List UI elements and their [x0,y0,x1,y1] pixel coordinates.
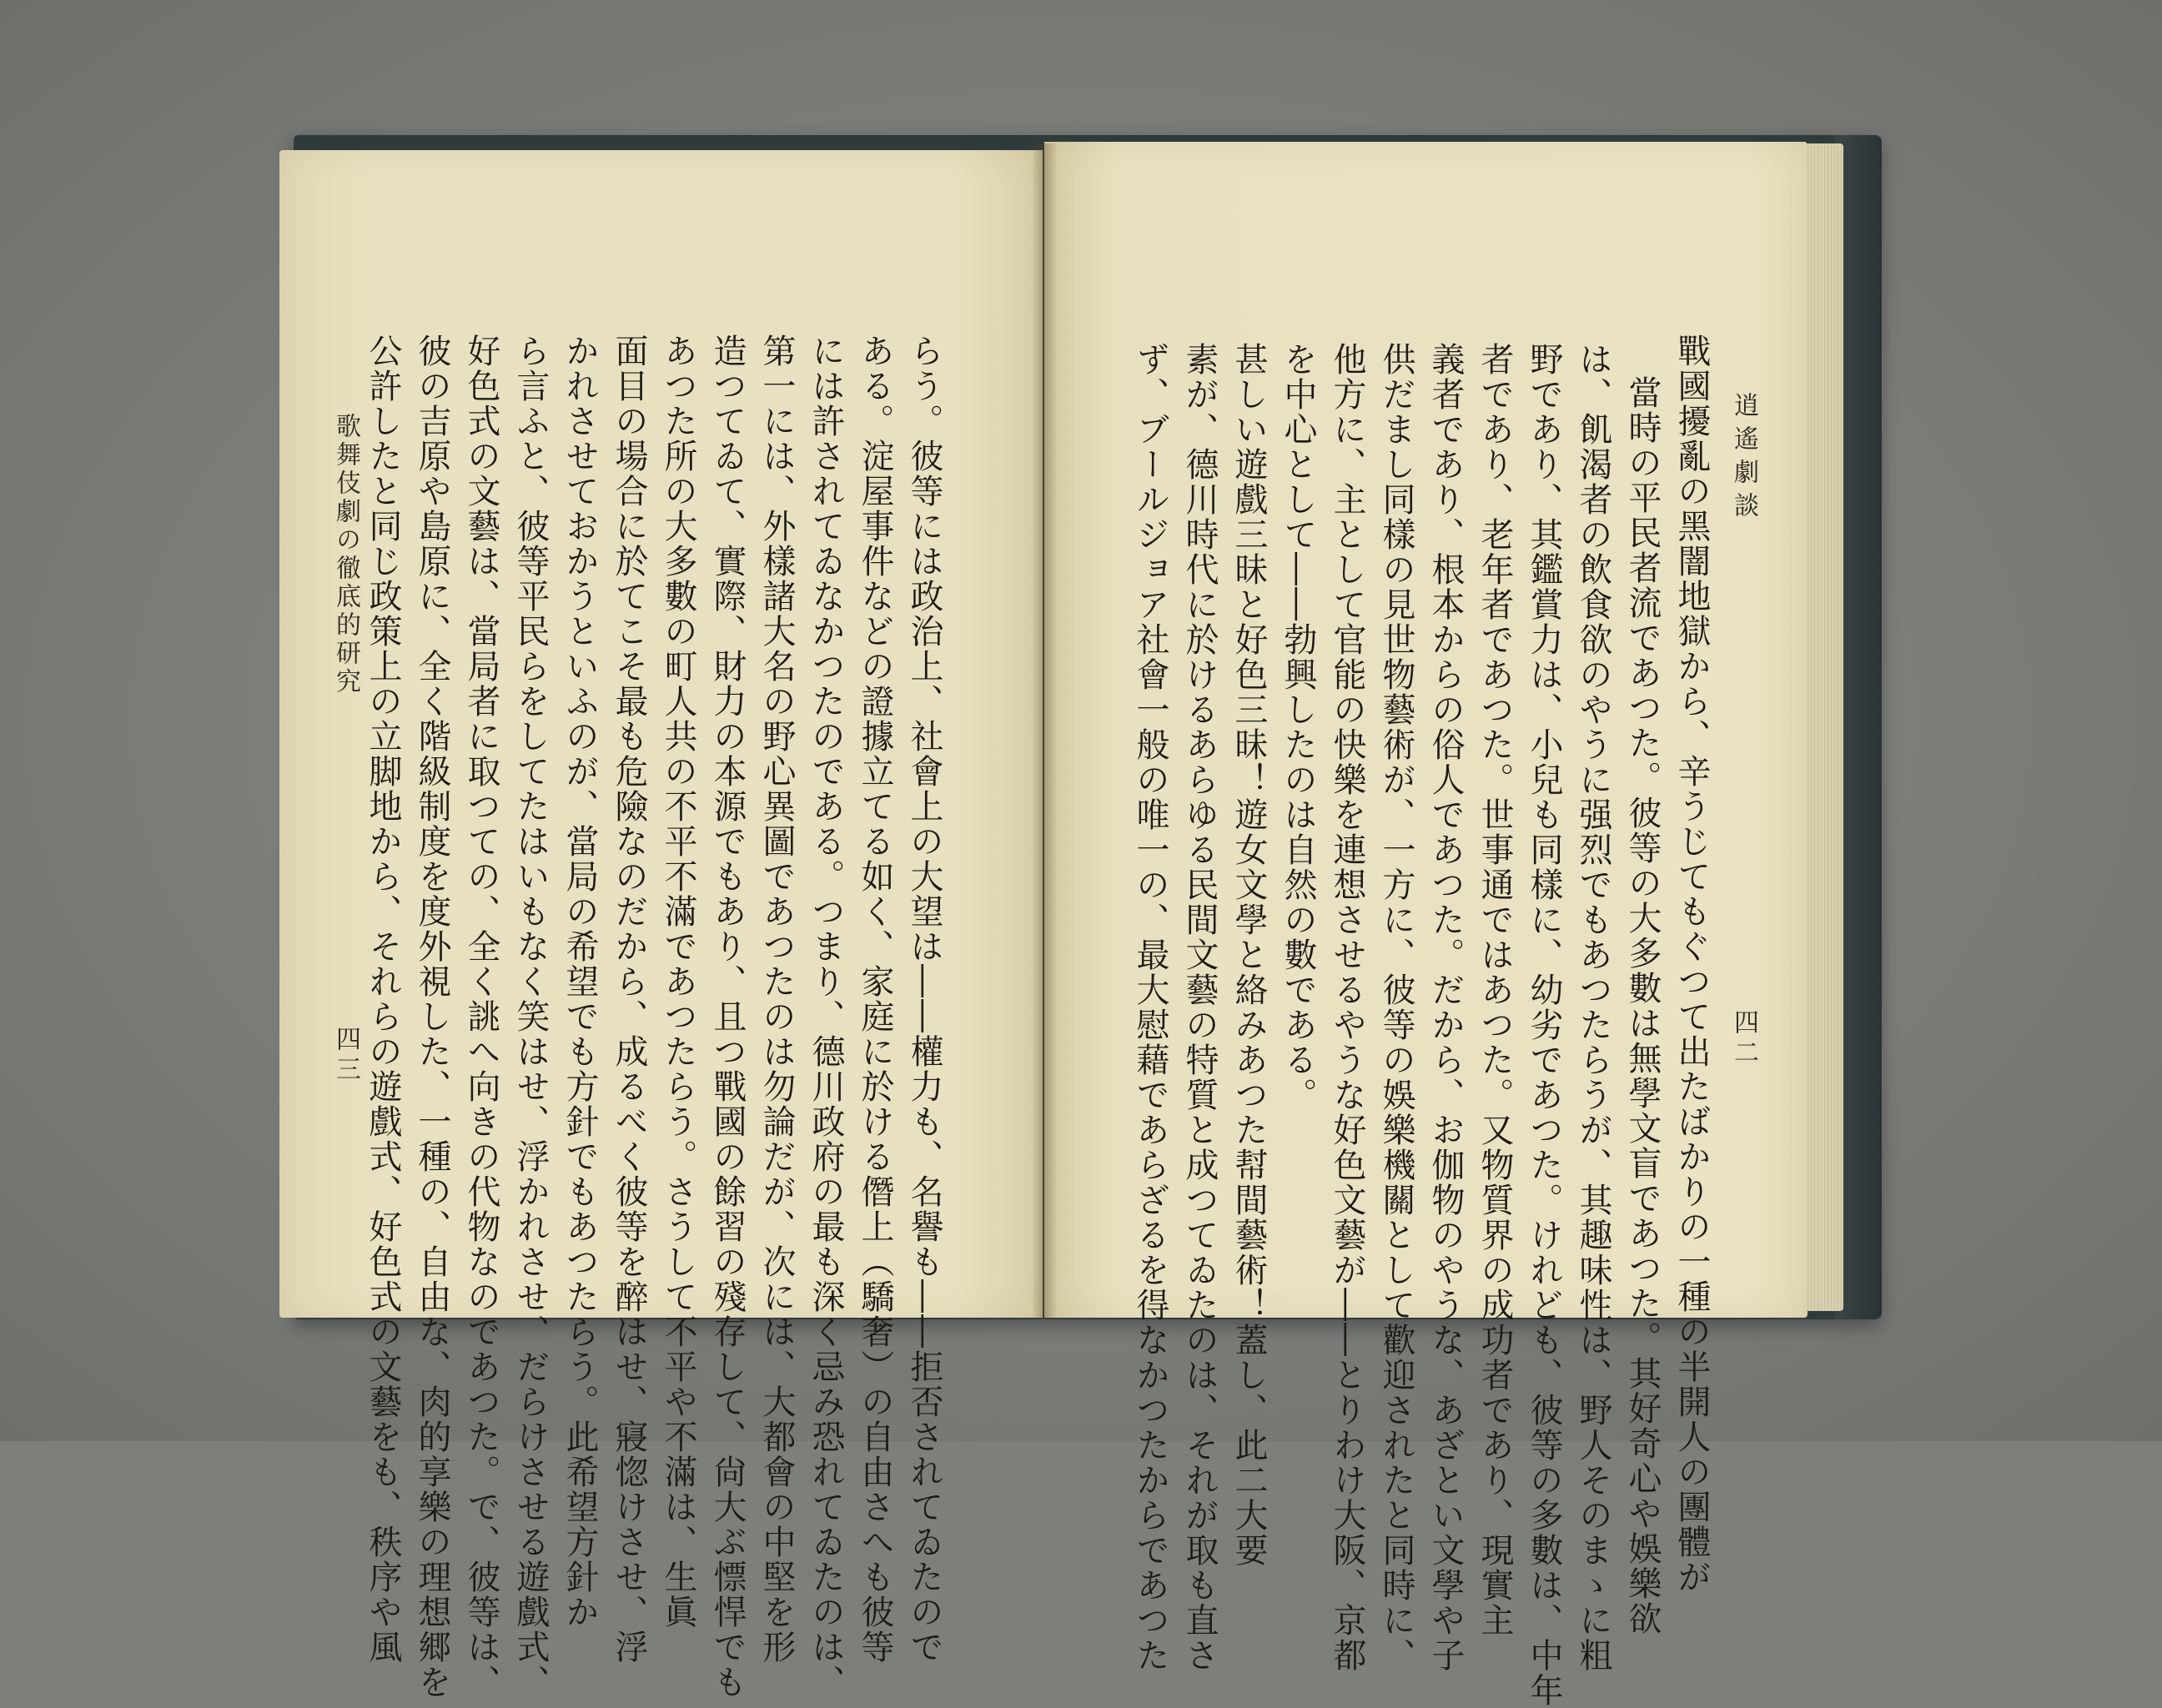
left-col-3: には許されてゐなかつたのである。つまり、德川政府の最も深く忌み恐れてゐたのは、 [807,334,845,1700]
left-col-11: 彼の吉原や島原に、全く階級制度を度外視した、一種の、自由な、肉的享樂の理想郷を [413,334,451,1700]
page-stack-edge [1802,143,1843,1311]
left-page-number: 四三 [331,1026,360,1086]
right-col-11: 素が、德川時代に於けるあらゆる民間文藝の特質と成つてゐたのは、それが取も直さ [1180,342,1219,1673]
left-running-head: 歌舞伎劇の徹底的研究 [331,413,360,696]
right-col-7: 供だまし同樣の見世物藝術が、一方に、彼等の娛樂機關として歡迎されたと同時に、 [1377,342,1415,1673]
left-col-2: ある。淀屋事件などの證據立てる如く、家庭に於ける僭上（驕奢）の自由さへも彼等 [856,334,894,1665]
left-col-4: 第一には、外樣諸大名の野心異圖であつたのは勿論だが、次には、大都會の中堅を形 [757,334,796,1665]
left-col-1: らう。彼等には政治上、社會上の大望は――權力も、名譽も――拒否されてゐたので [905,334,943,1665]
right-page-number: 四二 [1729,1009,1758,1069]
right-col-12: ず、ブールジョア社會一般の唯一の、最大慰藉であらざるを得なかつたからであつた [1131,342,1169,1673]
left-col-9: ら言ふと、彼等平民らをしてたはいもなく笑はせ、浮かれさせ、だらけさせる遊戲式、 [511,334,550,1700]
left-col-10: 好色式の文藝は、當局者に取つての、全く誂へ向きの代物なのであつた。で、彼等は、 [462,334,500,1700]
left-col-7: 面目の場合に於てこそ最も危險なのだから、成るべく彼等を醉はせ、寢惚けさせ、浮 [610,334,648,1665]
right-col-5: 者であり、老年者であつた。世事通ではあつた。又物質界の成功者であり、現實主 [1476,342,1514,1638]
right-col-6: 義者であり、根本からの俗人であつた。だから、お伽物のやうな、あざとい文學や子 [1426,342,1465,1673]
left-col-8: かれさせておかうといふのが、當局の希望でも方針でもあつたらう。此希望方針か [561,334,599,1630]
right-col-10: 甚しい遊戲三昧と好色三昧！遊女文學と絡みあつた幇間藝術！蓋し、此二大要 [1229,342,1268,1568]
right-col-2: 當時の平民者流であつた。彼等の大多數は無學文盲であつた。其好奇心や娛樂欲 [1623,375,1662,1636]
right-col-1: 戰國擾亂の黑闇地獄から、辛うじてもぐつて出たばかりの一種の半開人の團體が [1672,334,1711,1595]
left-col-12: 公許したと同じ政策上の立脚地から、それらの遊戲式、好色式の文藝をも、秩序や風 [364,334,402,1665]
right-col-4: 野であり、其鑑賞力は、小兒も同樣に、幼劣であつた。けれども、彼等の多數は、中年 [1525,342,1563,1708]
right-col-3: は、飢渴者の飲食欲のやうに强烈でもあつたらうが、其趣味性は、野人そのまゝに粗 [1574,342,1612,1673]
right-col-8: 他方に、主として官能の快樂を連想させるやうな好色文藝が――とりわけ大阪、京都 [1328,342,1366,1673]
right-running-head: 逍遙劇談 [1729,392,1758,525]
book-gutter [1033,143,1056,1319]
left-col-5: 造つてゐて、實際、財力の本源でもあり、且つ戰國の餘習の殘存して、尙大ぶ慓悍でも [708,334,747,1700]
left-col-6: あつた所の大多數の町人共の不平不滿であつたらう。さうして不平や不滿は、生眞 [659,334,697,1630]
right-col-9: を中心として――勃興したのは自然の數である。 [1279,342,1317,1113]
